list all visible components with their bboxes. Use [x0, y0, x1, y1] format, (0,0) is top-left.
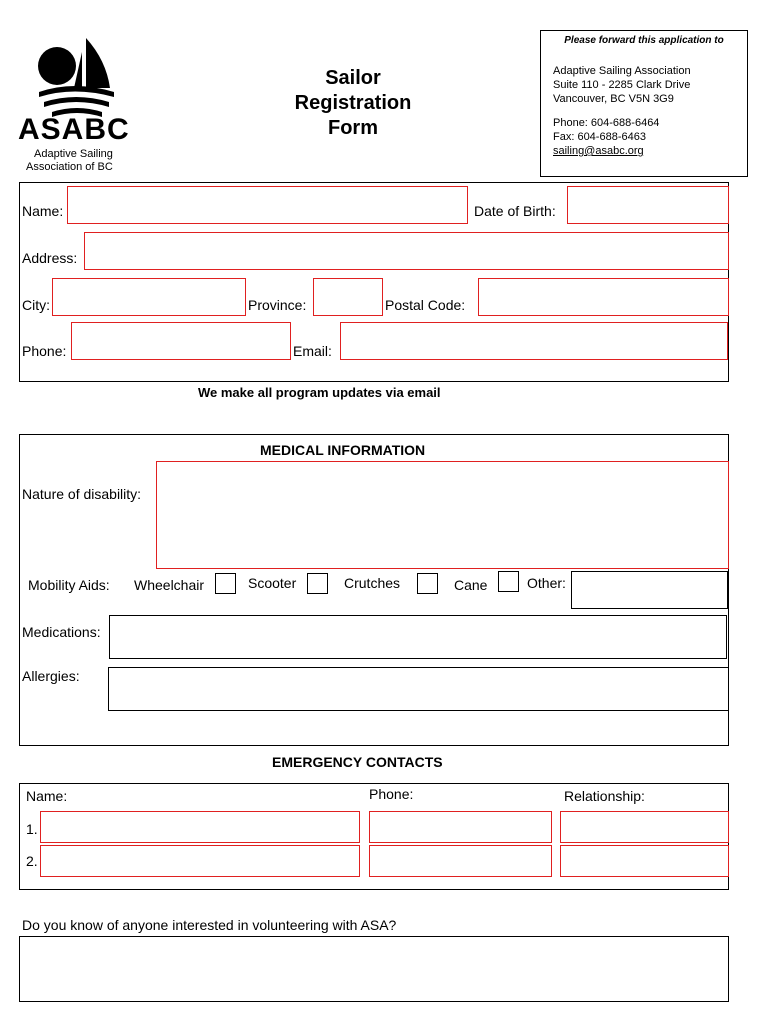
emergency-heading: EMERGENCY CONTACTS [272, 754, 443, 770]
title-line2: Registration [294, 92, 412, 114]
emergency-phone-col: Phone: [369, 786, 414, 802]
allergies-label: Allergies: [22, 668, 80, 684]
phone-input[interactable] [71, 322, 291, 360]
emergency1-name-input[interactable] [40, 811, 360, 843]
email-label: Email: [293, 343, 332, 359]
title-line1: Sailor [325, 67, 381, 89]
disability-label: Nature of disability: [22, 486, 142, 502]
email-input[interactable] [340, 322, 728, 360]
logo-subtitle-line1: Adaptive Sailing [34, 148, 113, 160]
logo-wordmark: ASABC [18, 113, 130, 146]
dob-input[interactable] [567, 186, 729, 224]
medical-heading: MEDICAL INFORMATION [260, 442, 426, 458]
medications-input[interactable] [109, 615, 727, 659]
crutches-checkbox[interactable] [417, 573, 438, 594]
mobility-aids-label: Mobility Aids: [28, 577, 110, 593]
emergency2-phone-input[interactable] [369, 845, 552, 877]
forward-addr1: Suite 110 - 2285 Clark Drive [553, 79, 691, 91]
wheelchair-label: Wheelchair [134, 577, 205, 593]
scooter-checkbox[interactable] [307, 573, 328, 594]
city-input[interactable] [52, 278, 246, 316]
emergency1-relationship-input[interactable] [560, 811, 729, 843]
postal-code-input[interactable] [478, 278, 729, 316]
emergency-name-col: Name: [26, 788, 68, 804]
forward-org: Adaptive Sailing Association [553, 65, 691, 77]
cane-checkbox[interactable] [498, 571, 519, 592]
title-line3: Form [328, 117, 378, 139]
scooter-label: Scooter [248, 575, 297, 591]
allergies-input[interactable] [108, 667, 729, 711]
emergency2-relationship-input[interactable] [560, 845, 729, 877]
phone-label: Phone: [22, 343, 67, 359]
forward-phone: Phone: 604-688-6464 [553, 117, 660, 129]
postal-code-label: Postal Code: [385, 297, 466, 313]
address-label: Address: [22, 250, 78, 266]
province-input[interactable] [313, 278, 383, 316]
forward-address-box [540, 30, 748, 177]
volunteer-question: Do you know of anyone interested in volunteering with ASA? [22, 917, 397, 933]
emergency2-name-input[interactable] [40, 845, 360, 877]
forward-fax: Fax: 604-688-6463 [553, 131, 646, 143]
dob-label: Date of Birth: [474, 203, 556, 219]
form-title [268, 66, 438, 141]
name-input[interactable] [67, 186, 468, 224]
name-label: Name: [22, 203, 64, 219]
emergency-relationship-col: Relationship: [564, 788, 645, 804]
city-label: City: [22, 297, 50, 313]
medications-label: Medications: [22, 624, 101, 640]
crutches-label: Crutches [344, 575, 401, 591]
other-label: Other: [527, 575, 566, 591]
emergency-row2-label: 2. [26, 853, 38, 869]
other-aid-input[interactable] [571, 571, 728, 609]
sail-logo-icon [14, 30, 134, 125]
asabc-logo [14, 30, 134, 180]
logo-subtitle-line2: Association of BC [26, 161, 113, 173]
disability-input[interactable] [156, 461, 729, 569]
province-label: Province: [248, 297, 307, 313]
email-updates-note: We make all program updates via email [198, 385, 441, 400]
forward-addr2: Vancouver, BC V5N 3G9 [553, 93, 674, 105]
cane-label: Cane [454, 577, 488, 593]
forward-email-link[interactable]: sailing@asabc.org [553, 145, 644, 157]
wheelchair-checkbox[interactable] [215, 573, 236, 594]
emergency1-phone-input[interactable] [369, 811, 552, 843]
volunteer-input[interactable] [19, 936, 729, 1002]
emergency-row1-label: 1. [26, 821, 38, 837]
forward-heading: Please forward this application to [564, 35, 724, 46]
address-input[interactable] [84, 232, 729, 270]
